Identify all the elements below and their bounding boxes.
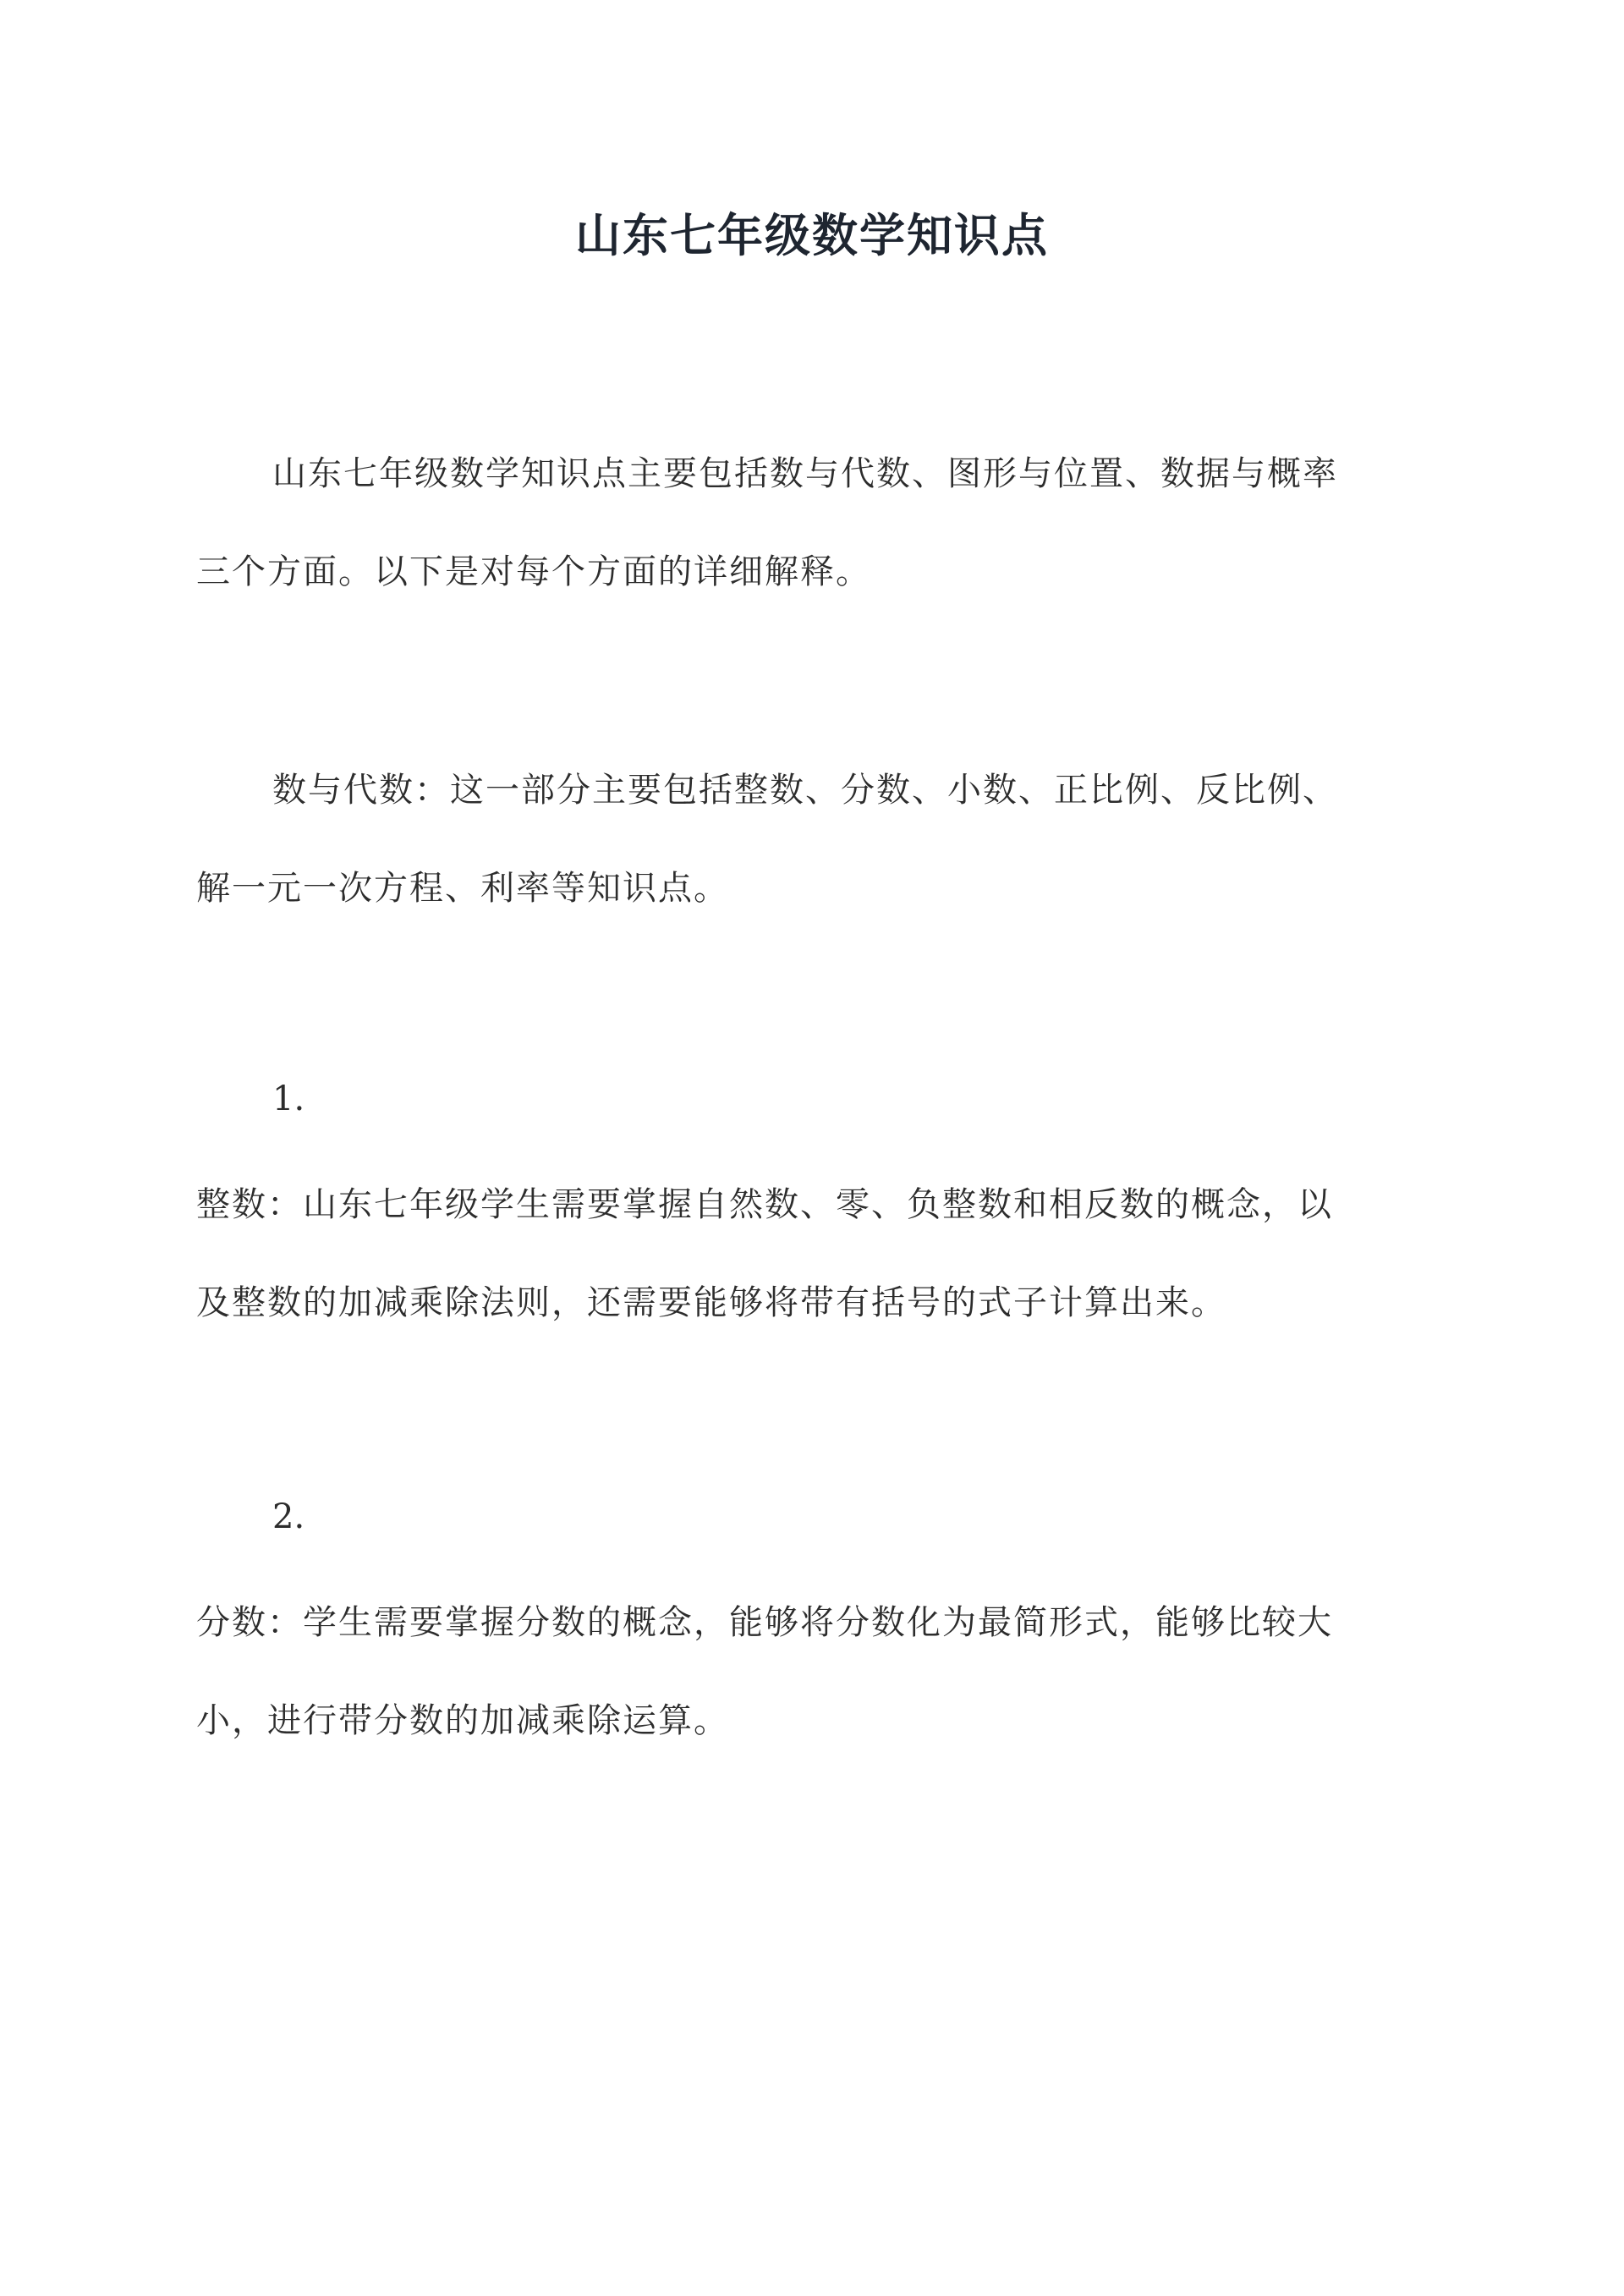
- item-number-1: 1.: [272, 1079, 305, 1118]
- algebra-line-1: 数与代数：这一部分主要包括整数、分数、小数、正比例、反比例、: [272, 771, 1338, 810]
- item2-line-2: 小，进行带分数的加减乘除运算。: [196, 1701, 729, 1740]
- item2-line-1: 分数：学生需要掌握分数的概念，能够将分数化为最简形式，能够比较大: [196, 1603, 1333, 1642]
- page-title: 山东七年级数学知识点: [575, 208, 1049, 262]
- item1-line-2: 及整数的加减乘除法则，还需要能够将带有括号的式子计算出来。: [196, 1283, 1226, 1322]
- intro-line-1: 山东七年级数学知识点主要包括数与代数、图形与位置、数据与概率: [272, 454, 1338, 493]
- intro-line-2: 三个方面。以下是对每个方面的详细解释。: [196, 552, 871, 591]
- algebra-line-2: 解一元一次方程、利率等知识点。: [196, 869, 729, 908]
- item1-line-1: 整数：山东七年级学生需要掌握自然数、零、负整数和相反数的概念，以: [196, 1185, 1333, 1224]
- item-number-2: 2.: [272, 1497, 305, 1536]
